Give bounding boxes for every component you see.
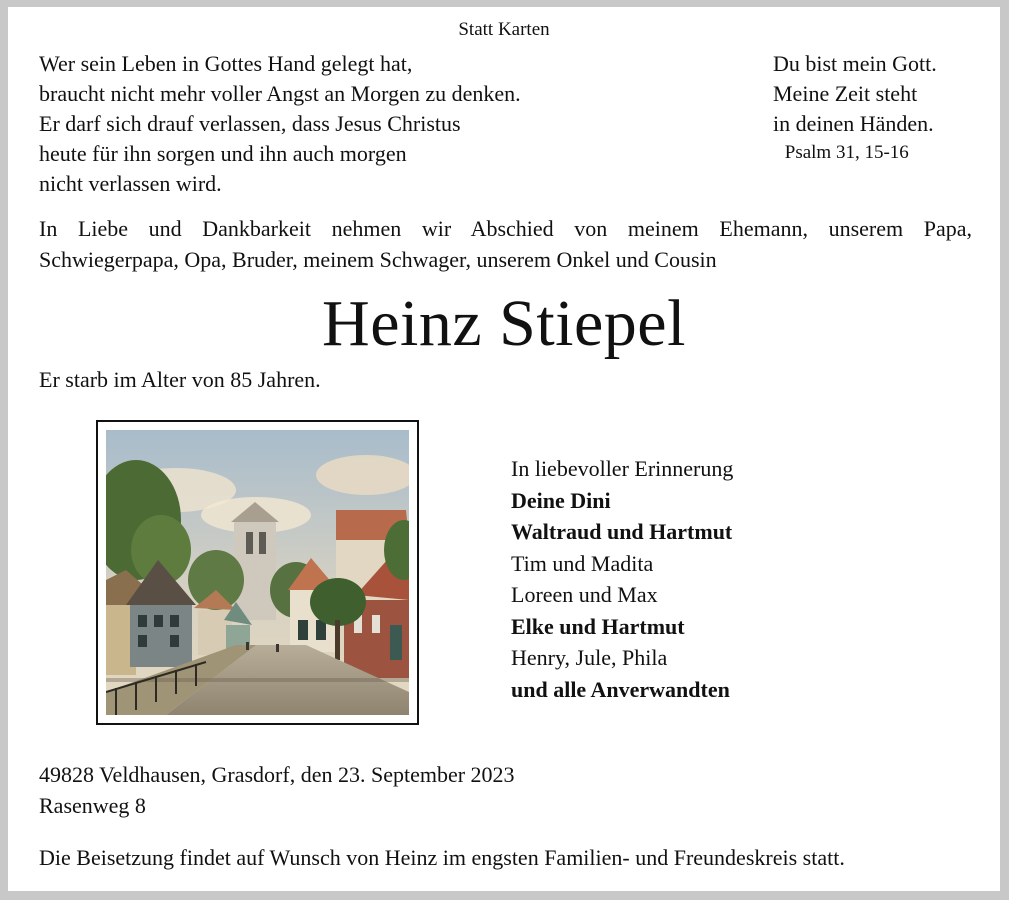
intro-line: In Liebe und Dankbarkeit nehmen wir Abschied von meinem Ehemann, unserem Papa, <box>39 216 972 241</box>
intro-line: Schwiegerpapa, Opa, Bruder, meinem Schwager, unserem Onkel und Cousin <box>39 247 717 272</box>
verse-left-line: nicht verlassen wird. <box>39 171 222 196</box>
mourner-line: Deine Dini <box>511 487 611 513</box>
painting-frame <box>96 420 419 725</box>
mourner-line: Loreen und Max <box>511 582 658 607</box>
mourner-line: Elke und Hartmut <box>511 613 685 639</box>
burial-note: Die Beisetzung findet auf Wunsch von Heinz im engsten Familien- und Freundeskreis statt. <box>39 845 845 870</box>
mourner-line: Tim und Madita <box>511 550 654 576</box>
verse-left-line: heute für ihn sorgen und ihn auch morgen <box>39 141 407 166</box>
address-line: 49828 Veldhausen, Grasdorf, den 23. September 2023 <box>39 762 515 787</box>
village-street-painting <box>106 430 409 715</box>
mourner-line: Waltraud und Hartmut <box>511 519 733 544</box>
header-statt-karten: Statt Karten <box>458 19 550 40</box>
psalm-reference: Psalm 31, 15-16 <box>784 142 909 163</box>
verse-right-line: in deinen Händen. <box>773 111 934 136</box>
verse-right <box>773 49 937 167</box>
address-line: Rasenweg 8 <box>39 793 146 818</box>
age-text: Er starb im Alter von 85 Jahren. <box>39 367 321 392</box>
mourner-line: und alle Anverwandten <box>511 676 730 702</box>
verse-left-line: braucht nicht mehr voller Angst an Morgen zu denken. <box>39 81 521 106</box>
deceased-name: Heinz Stiepel <box>322 287 686 360</box>
obituary-sheet <box>8 7 1000 891</box>
address-block <box>39 759 515 821</box>
verse-right-line: Meine Zeit steht <box>773 81 918 106</box>
verse-left-line: Er darf sich drauf verlassen, dass Jesus Christus <box>39 111 461 136</box>
verse-left <box>39 49 521 199</box>
intro-text <box>39 213 972 275</box>
verse-right-line: Du bist mein Gott. <box>773 51 937 76</box>
mourner-line: Henry, Jule, Phila <box>511 645 668 670</box>
mourner-line: In liebevoller Erinnerung <box>511 456 734 481</box>
verse-left-line: Wer sein Leben in Gottes Hand gelegt hat, <box>39 51 413 76</box>
mourners-list <box>511 453 733 705</box>
